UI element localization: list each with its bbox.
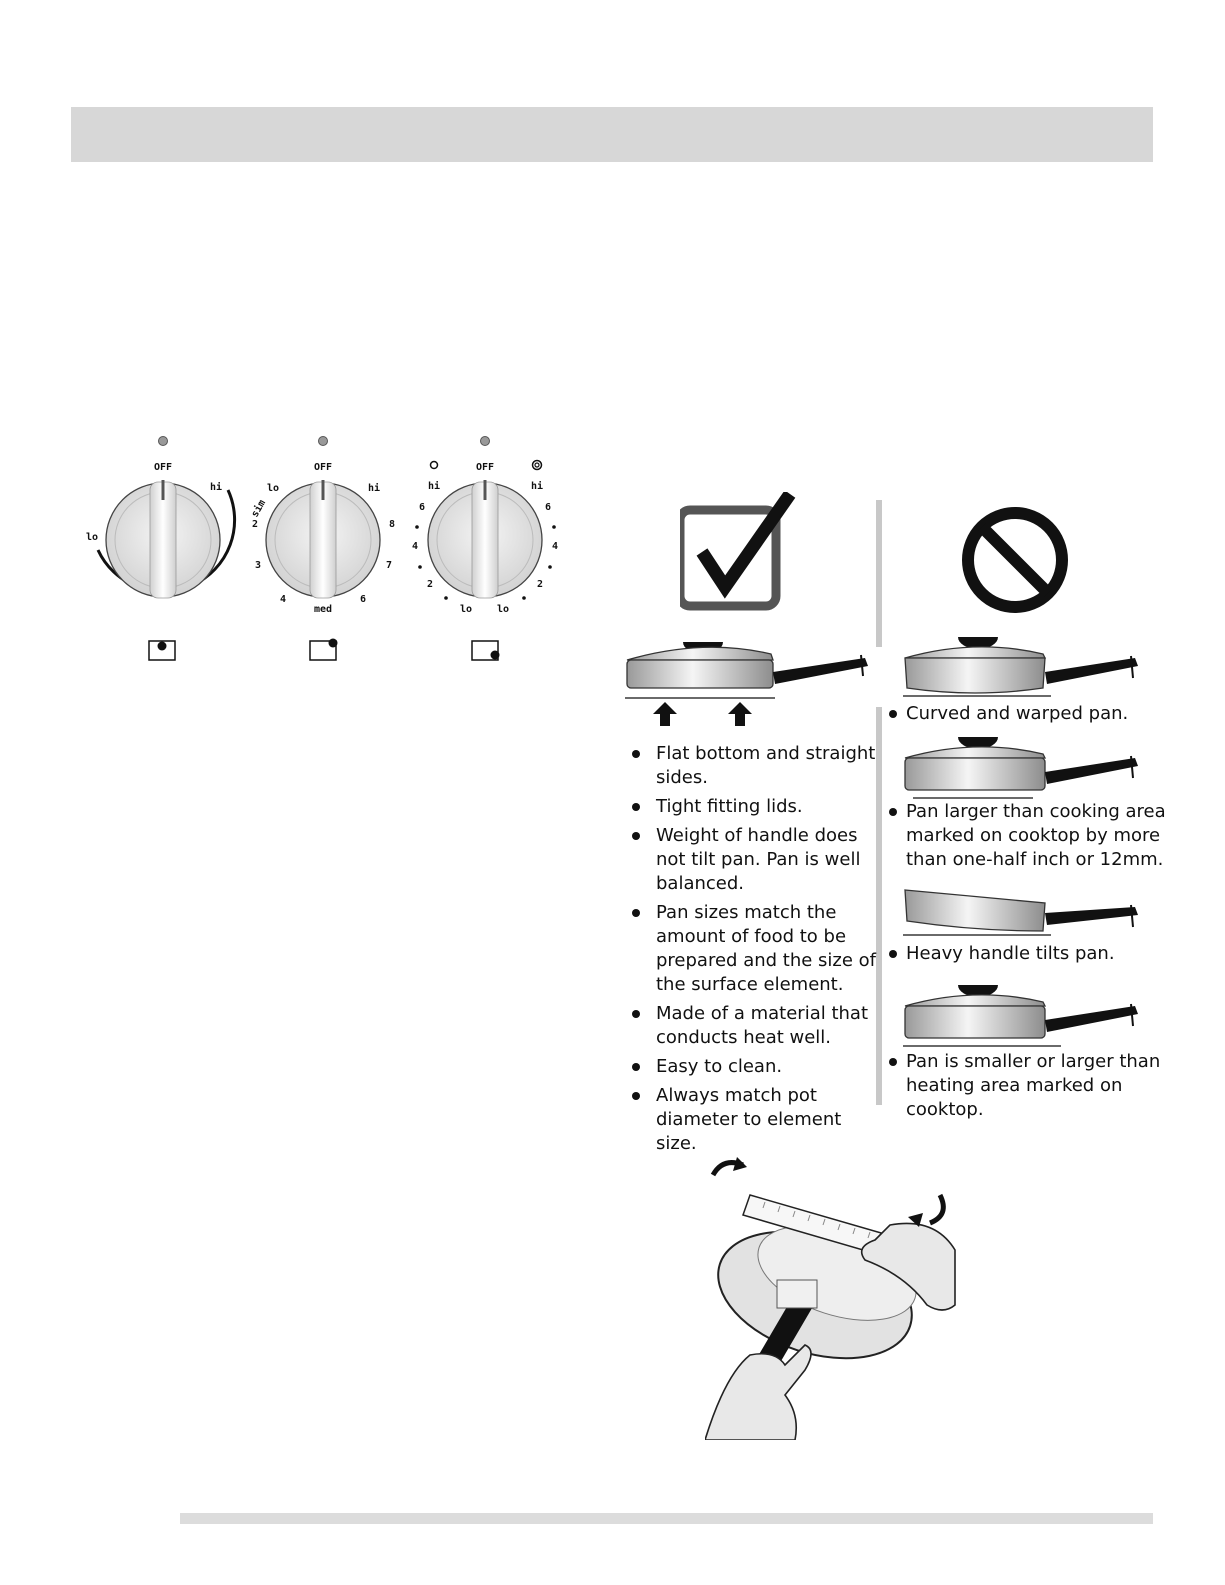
knob-3-left-mark: 6 <box>418 502 426 513</box>
good-pan-features-list <box>630 742 880 1161</box>
checkmark-in-square-icon <box>680 492 810 618</box>
knob-1-lo-label: lo <box>85 532 99 543</box>
oversized-pan-illustration <box>903 732 1148 807</box>
control-knobs-figure <box>78 430 558 670</box>
knob-2-hi-label: hi <box>367 483 381 494</box>
knob-2[interactable] <box>249 437 395 661</box>
knob-3-left-mark: 2 <box>426 579 434 590</box>
good-pan-item: Weight of handle does not tilt pan. Pan is well balanced. <box>630 824 880 896</box>
knob-3-right-mark: 6 <box>544 502 552 513</box>
mismatched-pan-illustration <box>903 980 1148 1050</box>
knob-3-right-mark: lo <box>496 604 510 615</box>
good-pan-illustration <box>625 628 880 728</box>
good-pan-item: Tight fitting lids. <box>630 795 880 819</box>
knob-3-off-label: OFF <box>475 462 495 473</box>
indicator-light-icon <box>159 437 168 446</box>
knob-3-hi-right-label: hi <box>530 481 544 492</box>
indicator-light-icon <box>481 437 490 446</box>
single-ring-icon <box>431 462 438 469</box>
bad-pan-item: Heavy handle tilts pan. <box>888 942 1176 966</box>
knob-1[interactable] <box>86 437 235 661</box>
knob-2-sim-label: sim <box>249 498 269 520</box>
knob-2-mark: 8 <box>388 519 396 530</box>
prohibited-circle-icon <box>960 505 1070 615</box>
bad-pan-item: Pan is smaller or larger than heating area marked on cooktop. <box>888 1050 1176 1122</box>
knob-2-mark: 2 <box>251 519 259 530</box>
good-pan-item: Easy to clean. <box>630 1055 880 1079</box>
knob-1-hi-label: hi <box>209 482 223 493</box>
knob-2-mark: 7 <box>385 560 393 571</box>
good-pan-item: Always match pot diameter to element size. <box>630 1084 880 1156</box>
pan-flatness-test-figure <box>705 1155 975 1440</box>
knob-2-mark: 6 <box>359 594 367 605</box>
indicator-light-icon <box>319 437 328 446</box>
knob-2-mark: 4 <box>279 594 287 605</box>
tilted-pan-illustration <box>903 885 1148 940</box>
header-band <box>71 107 1153 162</box>
knob-1-off-label: OFF <box>153 462 173 473</box>
dual-ring-icon <box>533 461 542 470</box>
good-pan-item: Flat bottom and straight sides. <box>630 742 880 790</box>
knob-2-off-label: OFF <box>313 462 333 473</box>
knob-2-mark: 3 <box>254 560 262 571</box>
knob-2-mark: med <box>313 604 333 615</box>
knob-3-right-mark: 4 <box>551 541 558 552</box>
knob-3-left-mark: lo <box>459 604 473 615</box>
knob-3[interactable] <box>412 437 558 661</box>
bad-pan-item: Curved and warped pan. <box>888 702 1176 726</box>
knob-2-lo-label: lo <box>266 483 280 494</box>
knob-3-left-mark: 4 <box>411 541 419 552</box>
warped-pan-illustration <box>903 632 1148 702</box>
knob-3-right-mark: 2 <box>536 579 544 590</box>
column-divider-top <box>876 500 882 647</box>
footer-band <box>180 1513 1153 1524</box>
control-knobs-svg <box>78 430 558 670</box>
good-pan-item: Made of a material that conducts heat well. <box>630 1002 880 1050</box>
bad-pan-item: Pan larger than cooking area marked on cooktop by more than one-half inch or 12mm. <box>888 800 1176 872</box>
good-pan-item: Pan sizes match the amount of food to be prepared and the size of the surface element. <box>630 901 880 997</box>
knob-3-hi-left-label: hi <box>427 481 441 492</box>
